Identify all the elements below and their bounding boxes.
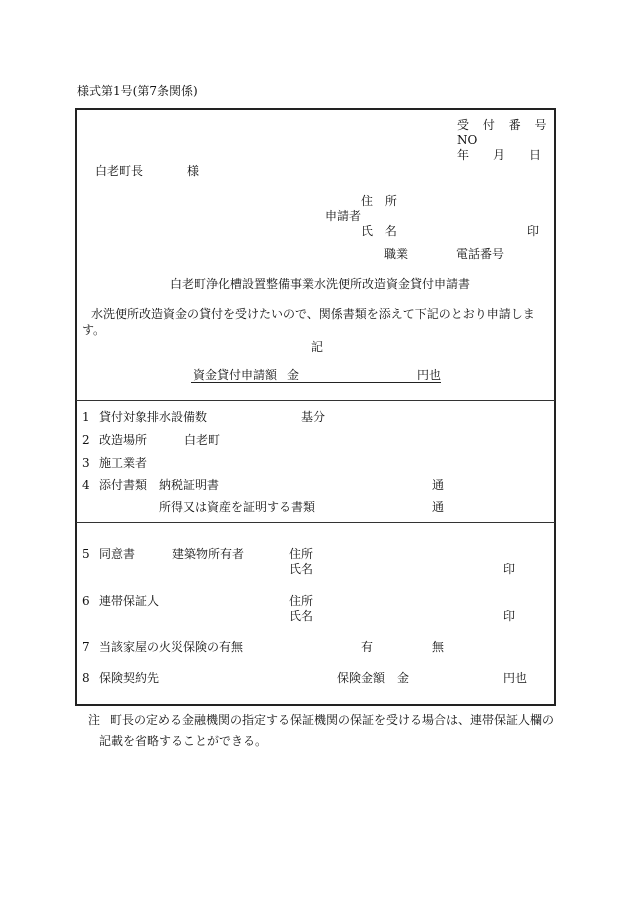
- item-4-label: 添付書類: [99, 478, 148, 492]
- addressee-mayor: 白老町長: [95, 164, 144, 178]
- form-title: 白老町浄化槽設置整備事業水洗便所改造資金貸付申請書: [170, 277, 471, 291]
- item-4-doc1: 納税証明書: [159, 478, 220, 492]
- body-text-line2: す。: [82, 323, 106, 337]
- section-divider-1: [76, 400, 555, 401]
- applicant-phone-label: 電話番号: [456, 247, 505, 261]
- item-5-seal: 印: [503, 562, 516, 576]
- addressee-honorific: 様: [187, 164, 200, 178]
- item-5-owner: 建築物所有者: [172, 547, 245, 561]
- item-6-address: 住所: [289, 594, 314, 608]
- date-month-label: 月: [493, 148, 506, 162]
- applicant-name-label: 氏 名: [361, 224, 401, 238]
- item-3-number: 3: [82, 456, 90, 470]
- note-mark: 注: [88, 713, 101, 727]
- item-5-label: 同意書: [99, 547, 136, 561]
- application-form-frame: [75, 108, 556, 706]
- item-1-label: 貸付対象排水設備数: [99, 410, 208, 424]
- form-number-label: 様式第1号(第7条関係): [77, 84, 198, 98]
- item-2-label: 改造場所: [99, 433, 148, 447]
- applicant-address-label: 住 所: [361, 194, 401, 208]
- loan-amount-yen: 円也: [417, 368, 442, 382]
- applicant-label: 申請者: [325, 209, 362, 223]
- section-divider-2: [76, 522, 555, 523]
- item-8-amount-label: 保険金額: [337, 671, 386, 685]
- item-2-number: 2: [82, 433, 90, 447]
- item-6-label: 連帯保証人: [99, 594, 160, 608]
- item-4-doc2: 所得又は資産を証明する書類: [159, 500, 316, 514]
- receipt-no-label: NO: [457, 133, 478, 147]
- note-line2: 記載を省略することができる。: [99, 734, 268, 748]
- receipt-number-label: 受 付 番 号: [457, 118, 552, 132]
- item-6-number: 6: [82, 594, 90, 608]
- item-6-name: 氏名: [289, 609, 314, 623]
- item-2-value: 白老町: [184, 433, 221, 447]
- applicant-occupation-label: 職業: [384, 247, 409, 261]
- item-8-label: 保険契約先: [99, 671, 160, 685]
- item-3-label: 施工業者: [99, 456, 148, 470]
- body-text-line1: 水洗便所改造資金の貸付を受けたいので、関係書類を添えて下記のとおり申請しま: [91, 307, 535, 321]
- note-line1: 町長の定める金融機関の指定する保証機関の保証を受ける場合は、連帯保証人欄の: [110, 713, 555, 727]
- ki-heading: 記: [311, 340, 324, 354]
- applicant-seal: 印: [527, 224, 540, 238]
- item-4-number: 4: [82, 478, 90, 492]
- item-5-address: 住所: [289, 547, 314, 561]
- item-4-doc2-unit: 通: [432, 500, 445, 514]
- item-5-number: 5: [82, 547, 90, 561]
- item-8-number: 8: [82, 671, 90, 685]
- item-8-yen: 円也: [503, 671, 528, 685]
- date-year-label: 年: [457, 148, 470, 162]
- item-5-name: 氏名: [289, 562, 314, 576]
- item-7-yes: 有: [361, 640, 374, 654]
- item-8-kin: 金: [397, 671, 410, 685]
- loan-amount-label: 資金貸付申請額: [193, 368, 278, 382]
- loan-amount-underline: [191, 382, 441, 383]
- item-6-seal: 印: [503, 609, 516, 623]
- item-7-no: 無: [432, 640, 445, 654]
- item-4-doc1-unit: 通: [432, 478, 445, 492]
- item-7-label: 当該家屋の火災保険の有無: [99, 640, 244, 654]
- item-7-number: 7: [82, 640, 90, 654]
- item-1-unit: 基分: [301, 410, 326, 424]
- date-day-label: 日: [529, 148, 542, 162]
- item-1-number: 1: [82, 410, 90, 424]
- loan-amount-kin: 金: [287, 368, 300, 382]
